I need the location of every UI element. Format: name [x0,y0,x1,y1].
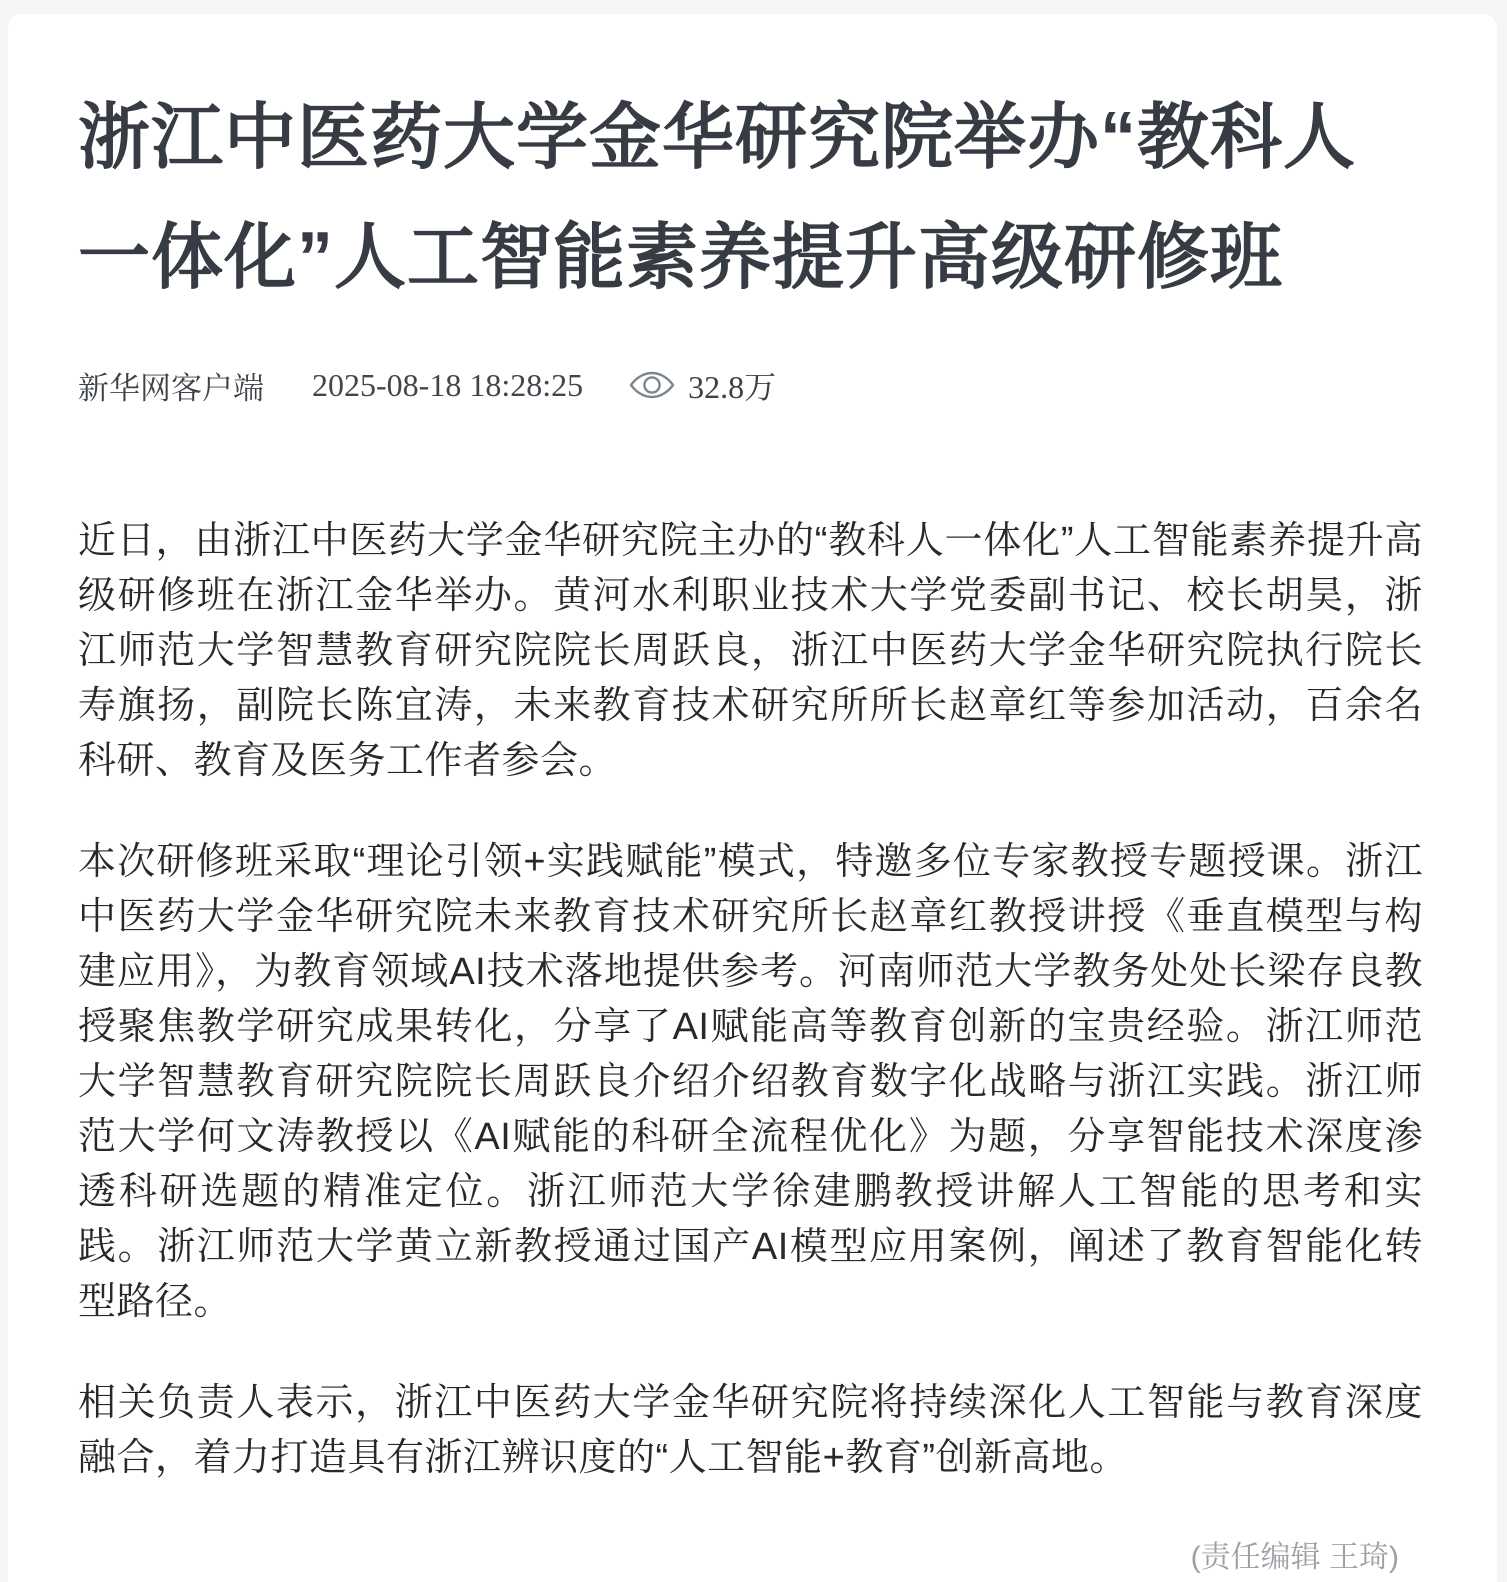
article-paragraph: 相关负责人表示，浙江中医药大学金华研究院将持续深化人工智能与教育深度融合，着力打造具有浙江辨识度的“人工智能+教育”创新高地。 [78,1382,1423,1479]
article-meta [78,364,1423,406]
article-body [78,514,1423,1486]
article-paragraph: 本次研修班采取“理论引领+实践赋能”模式，特邀多位专家教授专题授课。浙江中医药大学金华研究院未来教育技术研究所长赵章红教授讲授《垂直模型与构建应用》，为教育领域AI技术落地提供参考。河南师范大学教务处处长梁存良教授聚焦教学研究成果转化，分享了AI赋能高等教育创新的宝贵经验。浙江师范大学智慧教育研究院院长周跃良介绍介绍教育数字化战略与浙江实践。浙江师范大学何文涛教授以《AI赋能的科研全流程优化》为题，分享智能技术深度渗透科研选题的精准定位。浙江师范大学徐建鹏教授讲解人工智能的思考和实践。浙江师范大学黄立新教授通过国产AI模型应用案例，阐述了教育智能化转型路径。 [78,841,1423,1323]
view-count: 32.8万 [688,369,777,405]
article-title: 浙江中医药大学金华研究院举办“教科人一体化”人工智能素养提升高级研修班 [78,98,1357,298]
editor-note: (责任编辑 王琦) [1190,1541,1399,1574]
view-counter [629,362,776,408]
publish-datetime: 2025-08-18 18:28:25 [312,366,584,403]
article-source: 新华网客户端 [78,370,264,406]
eye-icon [629,368,675,402]
article-paragraph: 近日，由浙江中医药大学金华研究院主办的“教科人一体化”人工智能素养提升高级研修班在浙江金华举办。黄河水利职业技术大学党委副书记、校长胡昊，浙江师范大学智慧教育研究院院长周跃良，浙江中医药大学金华研究院执行院长寿旗扬，副院长陈宜涛，未来教育技术研究所所长赵章红等参加活动，百余名科研、教育及医务工作者参会。 [78,520,1423,782]
article-card [8,14,1497,1582]
